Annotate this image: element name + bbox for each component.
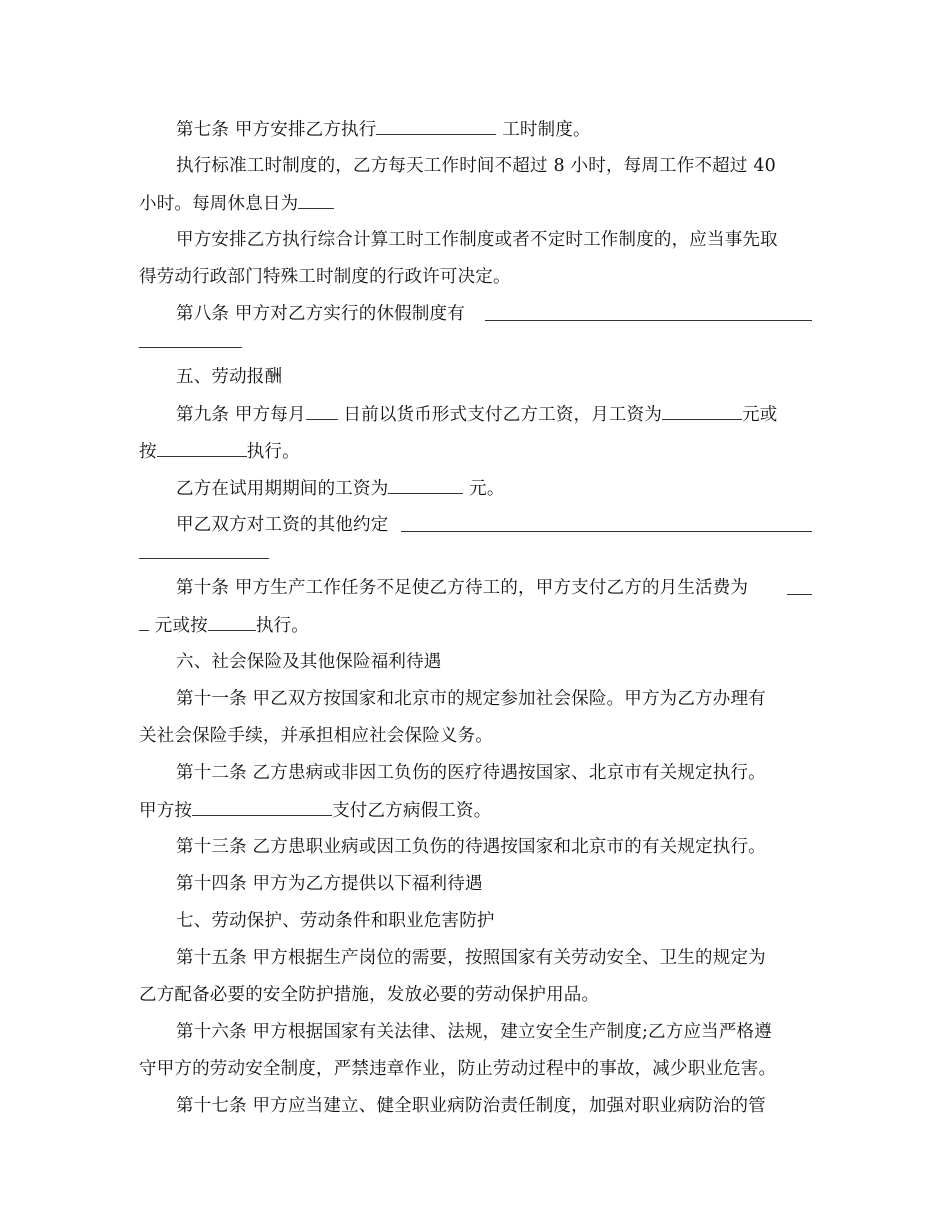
section-6-heading: 六、社会保险及其他保险福利待遇 — [176, 652, 442, 672]
article-11-line-1: 第十一条 甲乙双方按国家和北京市的规定参加社会保险。甲方为乙方办理有 — [176, 689, 766, 709]
article-9-line-1 — [176, 402, 819, 426]
monthly-salary-blank[interactable] — [662, 402, 742, 420]
article-9-text-mid: 日前以货币形式支付乙方工资，月工资为 — [337, 405, 663, 425]
pay-day-blank[interactable] — [306, 402, 338, 420]
article-10-line-2 — [139, 613, 819, 637]
article-12-line-2-pre: 甲方按 — [139, 801, 193, 821]
probation-salary-label: 乙方在试用期期间的工资为 — [176, 479, 389, 499]
work-hours-system-blank[interactable] — [376, 117, 496, 135]
article-8-text: 第八条 甲方对乙方实行的休假制度有 — [176, 304, 465, 324]
standard-hours-line-2 — [139, 191, 819, 215]
other-pay-blank[interactable] — [401, 530, 812, 532]
special-hours-line-2: 得劳动行政部门特殊工时制度的行政许可决定。 — [139, 267, 511, 287]
article-12-line-2 — [139, 798, 819, 822]
standard-hours-line-1: 执行标准工时制度的，乙方每天工作时间不超过 8 小时，每周工作不超过 40 — [176, 156, 776, 176]
sick-pay-basis-blank[interactable] — [192, 798, 332, 816]
leave-system-blank[interactable] — [485, 319, 812, 321]
article-10-text: 第十条 甲方生产工作任务不足使乙方待工的，甲方支付乙方的月生活费为 — [176, 578, 749, 598]
article-7-text-post: 工时制度。 — [496, 120, 591, 140]
article-9-text-post: 元或 — [742, 405, 778, 425]
article-14-line: 第十四条 甲方为乙方提供以下福利待遇 — [176, 874, 483, 894]
article-10-line-2-pre: 元或按 — [149, 616, 208, 636]
rest-day-label: 小时。每周休息日为 — [139, 194, 299, 214]
probation-salary-unit: 元。 — [463, 479, 505, 499]
article-12-line-1: 第十二条 乙方患病或非因工负伤的医疗待遇按国家、北京市有关规定执行。 — [176, 763, 766, 783]
article-7-text-pre: 第七条 甲方安排乙方执行 — [176, 120, 377, 140]
living-allowance-blank[interactable] — [787, 593, 812, 595]
living-allowance-blank-continued[interactable] — [139, 613, 149, 631]
article-7-line — [176, 117, 819, 141]
living-allowance-basis-blank[interactable] — [208, 613, 256, 631]
article-11-line-2: 关社会保险手续，并承担相应社会保险义务。 — [139, 726, 493, 746]
other-pay-blank-continued[interactable] — [139, 557, 269, 559]
article-17-line-1: 第十七条 甲方应当建立、健全职业病防治责任制度，加强对职业病防治的管 — [176, 1096, 766, 1116]
section-5-heading: 五、劳动报酬 — [176, 367, 283, 387]
article-15-line-1: 第十五条 甲方根据生产岗位的需要，按照国家有关劳动安全、卫生的规定为 — [176, 948, 766, 968]
other-pay-label: 甲乙双方对工资的其他约定 — [176, 515, 389, 535]
article-10-line-1 — [176, 576, 819, 600]
rest-day-blank[interactable] — [298, 191, 334, 209]
article-9-line-2-pre: 按 — [139, 442, 157, 462]
probation-salary-blank[interactable] — [388, 476, 463, 494]
article-12-line-2-post: 支付乙方病假工资。 — [332, 801, 492, 821]
article-9-text-pre: 第九条 甲方每月 — [176, 405, 306, 425]
special-hours-line-1: 甲方安排乙方执行综合计算工时工作制度或者不定时工作制度的，应当事先取 — [176, 230, 778, 250]
leave-system-blank-continued[interactable] — [139, 346, 242, 348]
article-16-line-2: 守甲方的劳动安全制度，严禁违章作业，防止劳动过程中的事故，减少职业危害。 — [139, 1059, 777, 1079]
article-8-line — [176, 302, 819, 326]
article-9-line-2-post: 执行。 — [246, 442, 300, 462]
section-7-heading: 七、劳动保护、劳动条件和职业危害防护 — [176, 911, 495, 931]
salary-basis-blank[interactable] — [157, 439, 247, 457]
article-9-line-2 — [139, 439, 819, 463]
article-13-line: 第十三条 乙方患职业病或因工负伤的待遇按国家和北京市的有关规定执行。 — [176, 837, 766, 857]
probation-salary-line — [176, 476, 819, 500]
article-10-line-2-post: 执行。 — [255, 616, 309, 636]
article-15-line-2: 乙方配备必要的安全防护措施，发放必要的劳动保护用品。 — [139, 985, 600, 1005]
article-16-line-1: 第十六条 甲方根据国家有关法律、法规，建立安全生产制度;乙方应当严格遵 — [176, 1022, 772, 1042]
other-pay-line — [176, 513, 819, 537]
